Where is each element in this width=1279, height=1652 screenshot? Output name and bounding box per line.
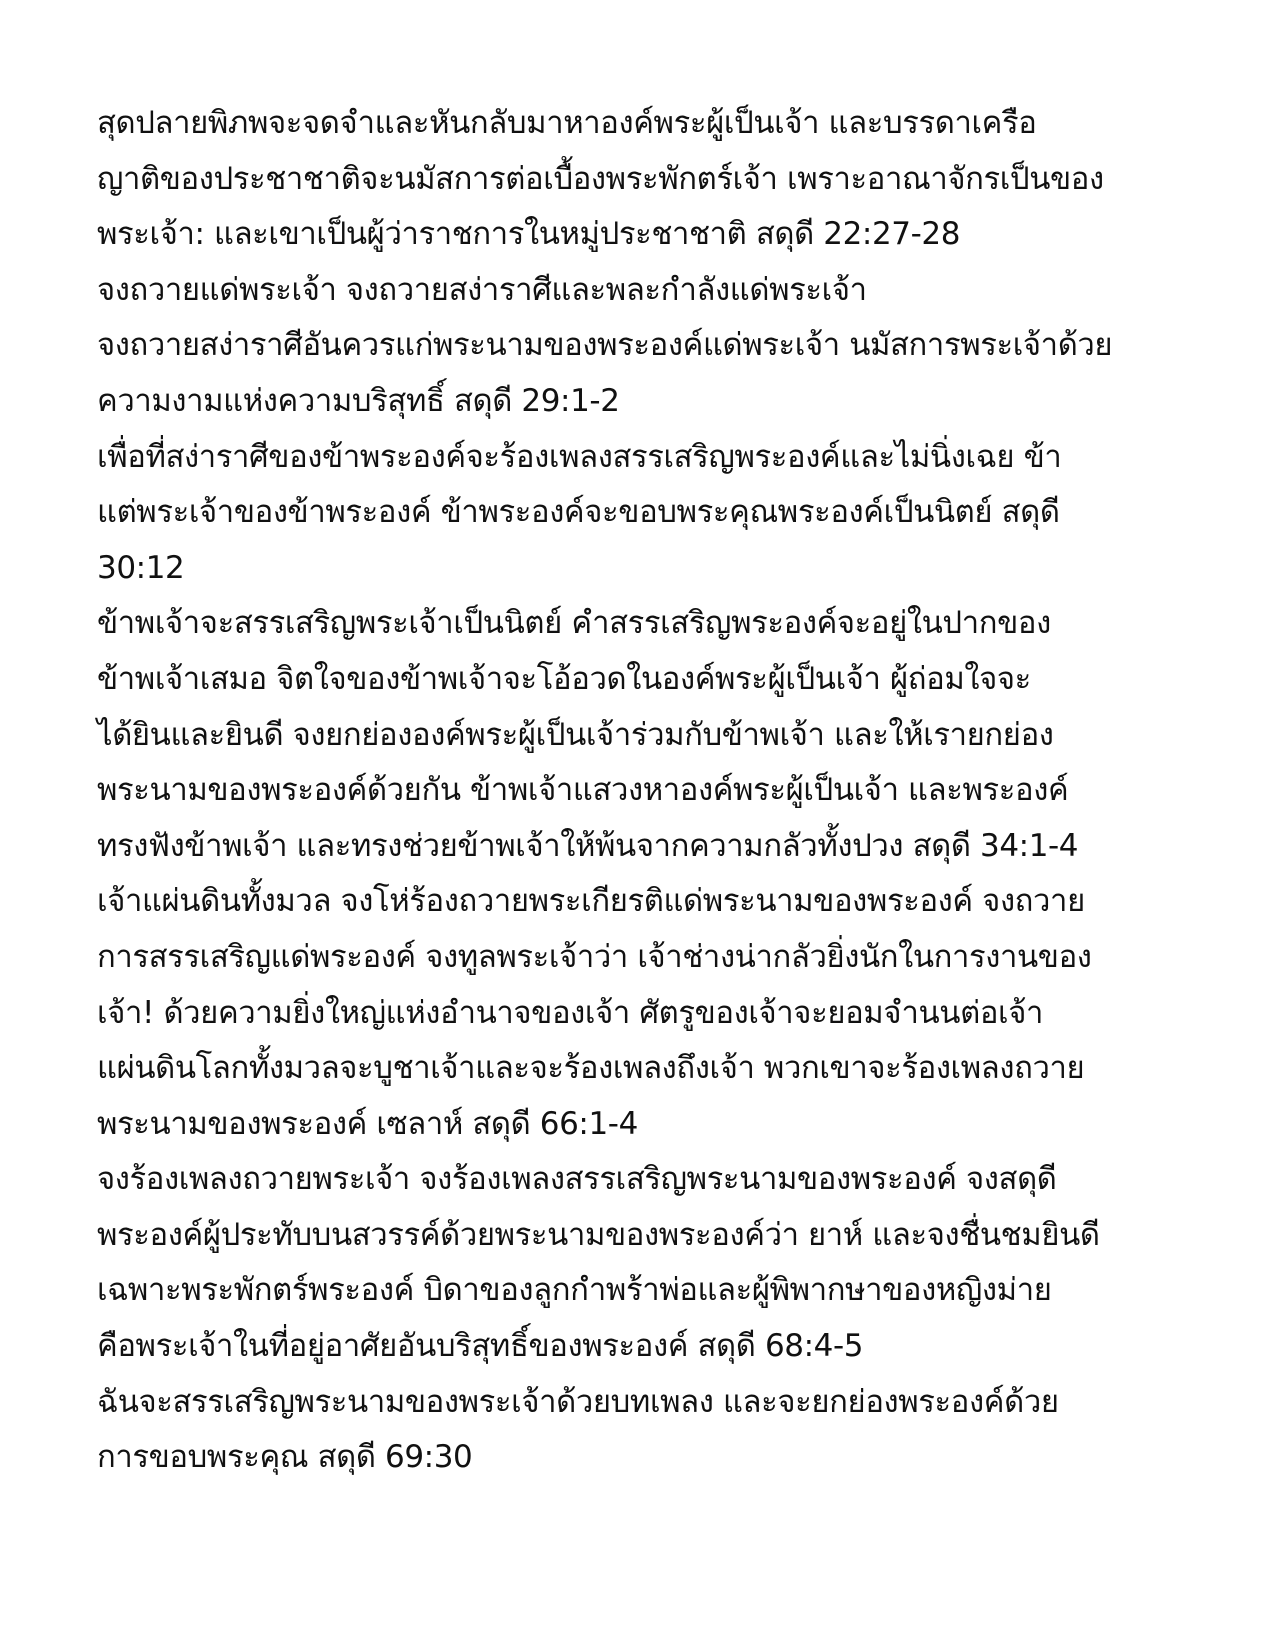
text-line: พระองค์ผู้ประทับบนสวรรค์ด้วยพระนามของพระองค์ว่า ยาห์ และจงชื่นชมยินดี <box>97 1216 1100 1253</box>
text-line: แผ่นดินโลกทั้งมวลจะบูชาเจ้าและจะร้องเพลงถึงเจ้า พวกเขาจะร้องเพลงถวาย <box>97 1050 1085 1087</box>
text-line: เจ้า! ด้วยความยิ่งใหญ่แห่งอำนาจของเจ้า ศัตรูของเจ้าจะยอมจำนนต่อเจ้า <box>97 994 1044 1031</box>
text-line: 30:12 <box>97 549 185 586</box>
text-line: การขอบพระคุณ สดุดี 69:30 <box>97 1439 473 1476</box>
text-line: คือพระเจ้าในที่อยู่อาศัยอันบริสุทธิ์ของพระองค์ สดุดี 68:4-5 <box>97 1328 864 1365</box>
text-line: พระนามของพระองค์ เซลาห์ สดุดี 66:1-4 <box>97 1105 638 1142</box>
text-line: พระนามของพระองค์ด้วยกัน ข้าพเจ้าแสวงหาองค์พระผู้เป็นเจ้า และพระองค์ <box>97 772 1069 809</box>
text-line: พระเจ้า: และเขาเป็นผู้ว่าราชการในหมู่ประชาชาติ สดุดี 22:27-28 <box>97 216 961 253</box>
text-line: ความงามแห่งความบริสุทธิ์ สดุดี 29:1-2 <box>97 382 620 419</box>
text-line: จงถวายสง่าราศีอันควรแก่พระนามของพระองค์แด่พระเจ้า นมัสการพระเจ้าด้วย <box>97 327 1113 364</box>
text-line: สุดปลายพิภพจะจดจำและหันกลับมาหาองค์พระผู้เป็นเจ้า และบรรดาเครือ <box>97 105 1037 141</box>
text-line: ญาติของประชาชาติจะนมัสการต่อเบื้องพระพักตร์เจ้า เพราะอาณาจักรเป็นของ <box>97 160 1104 197</box>
text-line: เพื่อที่สง่าราศีของข้าพระองค์จะร้องเพลงสรรเสริญพระองค์และไม่นิ่งเฉย ข้า <box>97 438 1062 475</box>
text-line: ทรงฟังข้าพเจ้า และทรงช่วยข้าพเจ้าให้พ้นจากความกลัวทั้งปวง สดุดี 34:1-4 <box>97 827 1079 864</box>
text-line: ได้ยินและยินดี จงยกย่ององค์พระผู้เป็นเจ้าร่วมกับข้าพเจ้า และให้เรายกย่อง <box>97 716 1054 753</box>
text-line: จงร้องเพลงถวายพระเจ้า จงร้องเพลงสรรเสริญพระนามของพระองค์ จงสดุดี <box>97 1161 1057 1198</box>
document-page <box>97 96 1207 1486</box>
text-line: การสรรเสริญแด่พระองค์ จงทูลพระเจ้าว่า เจ้าช่างน่ากลัวยิ่งนักในการงานของ <box>97 938 1092 975</box>
text-line: ข้าพเจ้าจะสรรเสริญพระเจ้าเป็นนิตย์ คำสรรเสริญพระองค์จะอยู่ในปากของ <box>97 605 1051 642</box>
text-line: แต่พระเจ้าของข้าพระองค์ ข้าพระองค์จะขอบพระคุณพระองค์เป็นนิตย์ สดุดี <box>97 494 1060 531</box>
text-line: ข้าพเจ้าเสมอ จิตใจของข้าพเจ้าจะโอ้อวดในองค์พระผู้เป็นเจ้า ผู้ถ่อมใจจะ <box>97 660 1031 697</box>
text-line: เจ้าแผ่นดินทั้งมวล จงโห่ร้องถวายพระเกียรติแด่พระนามของพระองค์ จงถวาย <box>97 883 1085 920</box>
text-line: จงถวายแด่พระเจ้า จงถวายสง่าราศีและพละกำลังแด่พระเจ้า <box>97 271 867 308</box>
text-line: ฉันจะสรรเสริญพระนามของพระเจ้าด้วยบทเพลง และจะยกย่องพระองค์ด้วย <box>97 1383 1059 1420</box>
text-line: เฉพาะพระพักตร์พระองค์ บิดาของลูกกำพร้าพ่อและผู้พิพากษาของหญิงม่าย <box>97 1272 1052 1309</box>
